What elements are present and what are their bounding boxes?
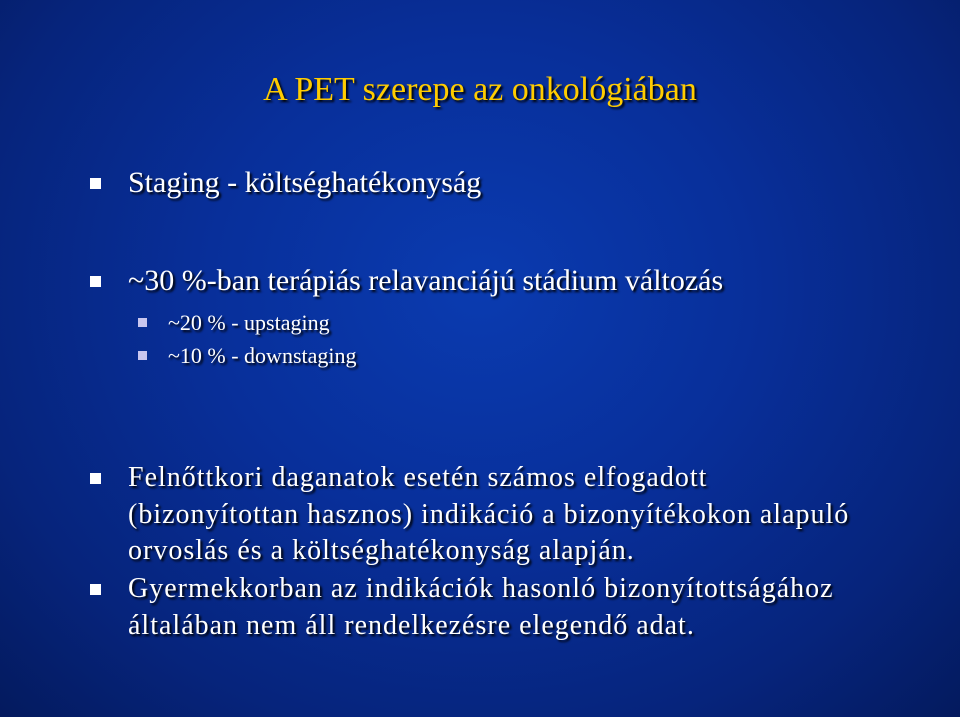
bullet-text-line: (bizonyítottan hasznos) indikáció a bizonyítékokon alapuló (128, 499, 850, 530)
square-bullet-icon (90, 178, 101, 189)
square-bullet-icon (138, 351, 147, 360)
bullet-text-line: orvoslás és a költséghatékonyság alapján. (128, 535, 635, 566)
subbullet-text: ~20 % - upstaging (168, 310, 330, 335)
bullet-text-line: Gyermekkorban az indikációk hasonló bizonyítottságához (128, 573, 834, 604)
square-bullet-icon (90, 473, 101, 484)
bullet-text-line: Felnőttkori daganatok esetén számos elfogadott (128, 462, 708, 493)
bullet-text: ~30 %-ban terápiás relavanciájú stádium változás (128, 264, 724, 297)
subbullet-text: ~10 % - downstaging (168, 343, 357, 368)
square-bullet-icon (90, 584, 101, 595)
bullet-text-line: általában nem áll rendelkezésre elegendő adat. (128, 610, 695, 641)
square-bullet-icon (138, 318, 147, 327)
square-bullet-icon (90, 276, 101, 287)
bullet-text: Staging - költséghatékonyság (128, 166, 482, 199)
slide-title: A PET szerepe az onkológiában (263, 71, 697, 108)
